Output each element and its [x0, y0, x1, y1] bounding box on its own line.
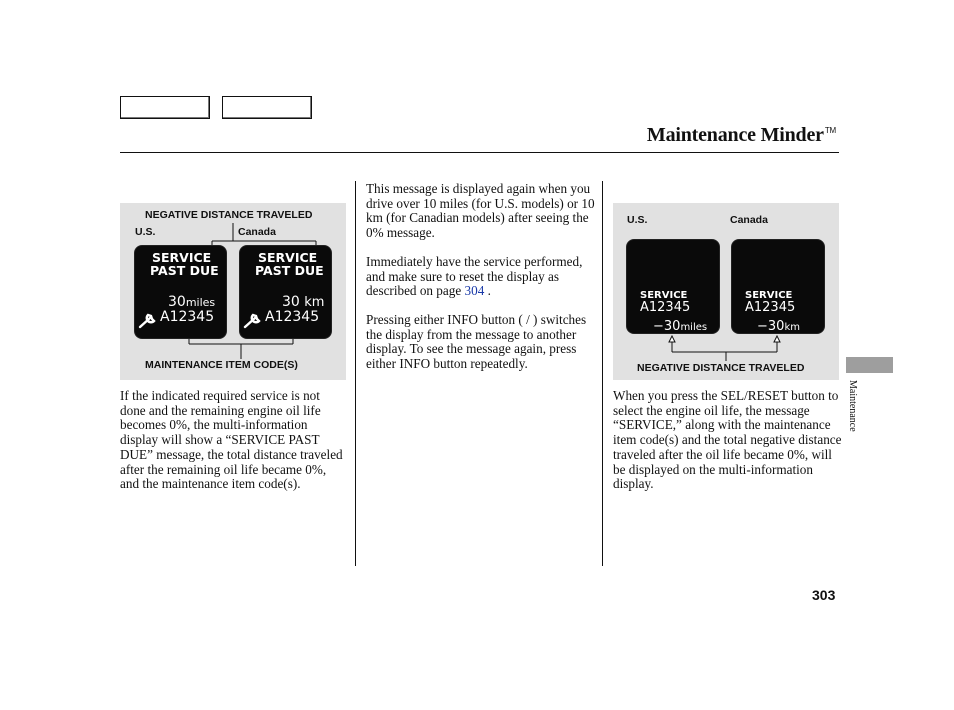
prev-page-button[interactable] — [120, 96, 210, 119]
section-tab-text: Maintenance — [847, 380, 858, 432]
column-divider — [602, 181, 603, 566]
service-text: SERVICE — [745, 290, 793, 301]
wrench-icon — [138, 312, 160, 330]
distance-value: −30 — [757, 319, 785, 334]
canada-label: Canada — [730, 214, 768, 226]
page-number: 303 — [812, 587, 836, 603]
distance-unit: km — [784, 322, 800, 333]
reset-display-text: Immediately have the service performed, and make sure to reset the display as described on page — [366, 253, 583, 299]
maintenance-code: A12345 — [745, 300, 796, 315]
maintenance-code: A12345 — [160, 309, 215, 325]
wrench-icon — [243, 312, 265, 330]
column-1-text — [120, 389, 348, 492]
sel-reset-paragraph: When you press the SEL/RESET button to select the engine oil life, the message “SERVICE,” along with the maintenance item code(s) and the total negative distance traveled after the oil life became 0%, will be displayed on the multi-information display. — [613, 388, 842, 492]
us-display-screen — [135, 246, 226, 338]
section-tab-label — [846, 380, 860, 450]
negative-distance-caption: NEGATIVE DISTANCE TRAVELED — [637, 362, 805, 374]
maintenance-code: A12345 — [265, 309, 320, 325]
page-title-text: Maintenance Minder — [646, 124, 824, 146]
service-negative-distance-figure — [613, 203, 839, 380]
reset-display-paragraph — [366, 255, 598, 299]
service-text: SERVICE — [258, 250, 318, 265]
distance-unit: km — [304, 295, 325, 310]
column-divider — [355, 181, 356, 566]
page-title — [647, 124, 836, 147]
section-tab[interactable] — [846, 357, 893, 373]
header-rule — [120, 152, 839, 153]
service-past-due-figure — [120, 203, 346, 380]
us-label: U.S. — [135, 226, 156, 238]
reset-display-text-end: . — [484, 283, 491, 299]
past-due-text: PAST DUE — [150, 263, 219, 278]
column-3-text — [613, 389, 843, 492]
distance-value: −30 — [653, 319, 681, 334]
service-past-due-paragraph: If the indicated required service is not done and the remaining engine oil life becomes 0%, the multi-information display will show a “SERVICE PAST DUE” message, the total distance traveled after the remaining oil life became 0%, and the maintenance item code(s). — [120, 388, 343, 492]
distance-value: 30 — [282, 294, 300, 310]
distance-unit: miles — [680, 322, 708, 333]
trademark-mark: TM — [824, 126, 836, 135]
canada-label: Canada — [238, 226, 276, 238]
info-button-paragraph: Pressing either INFO button ( / ) switches the display from the message to another display. To see the message again, press either INFO button repeatedly. — [366, 311, 587, 372]
maintenance-code-caption: MAINTENANCE ITEM CODE(S) — [145, 359, 298, 371]
negative-distance-caption: NEGATIVE DISTANCE TRAVELED — [145, 209, 313, 221]
us-label: U.S. — [627, 214, 648, 226]
service-text: SERVICE — [640, 290, 688, 301]
past-due-text: PAST DUE — [255, 263, 324, 278]
leader-lines — [613, 203, 839, 380]
maintenance-code: A12345 — [640, 300, 691, 315]
distance-unit: miles — [185, 296, 216, 309]
column-2-text — [366, 182, 598, 372]
service-text: SERVICE — [152, 250, 212, 265]
next-page-button[interactable] — [222, 96, 312, 119]
canada-display-screen — [240, 246, 331, 338]
message-repeat-paragraph: This message is displayed again when you drive over 10 miles (for U.S. models) or 10 km (for Canadian models) after seeing the 0% message. — [366, 181, 595, 241]
distance-value: 30 — [168, 294, 186, 310]
page-304-link[interactable]: 304 — [464, 283, 485, 299]
